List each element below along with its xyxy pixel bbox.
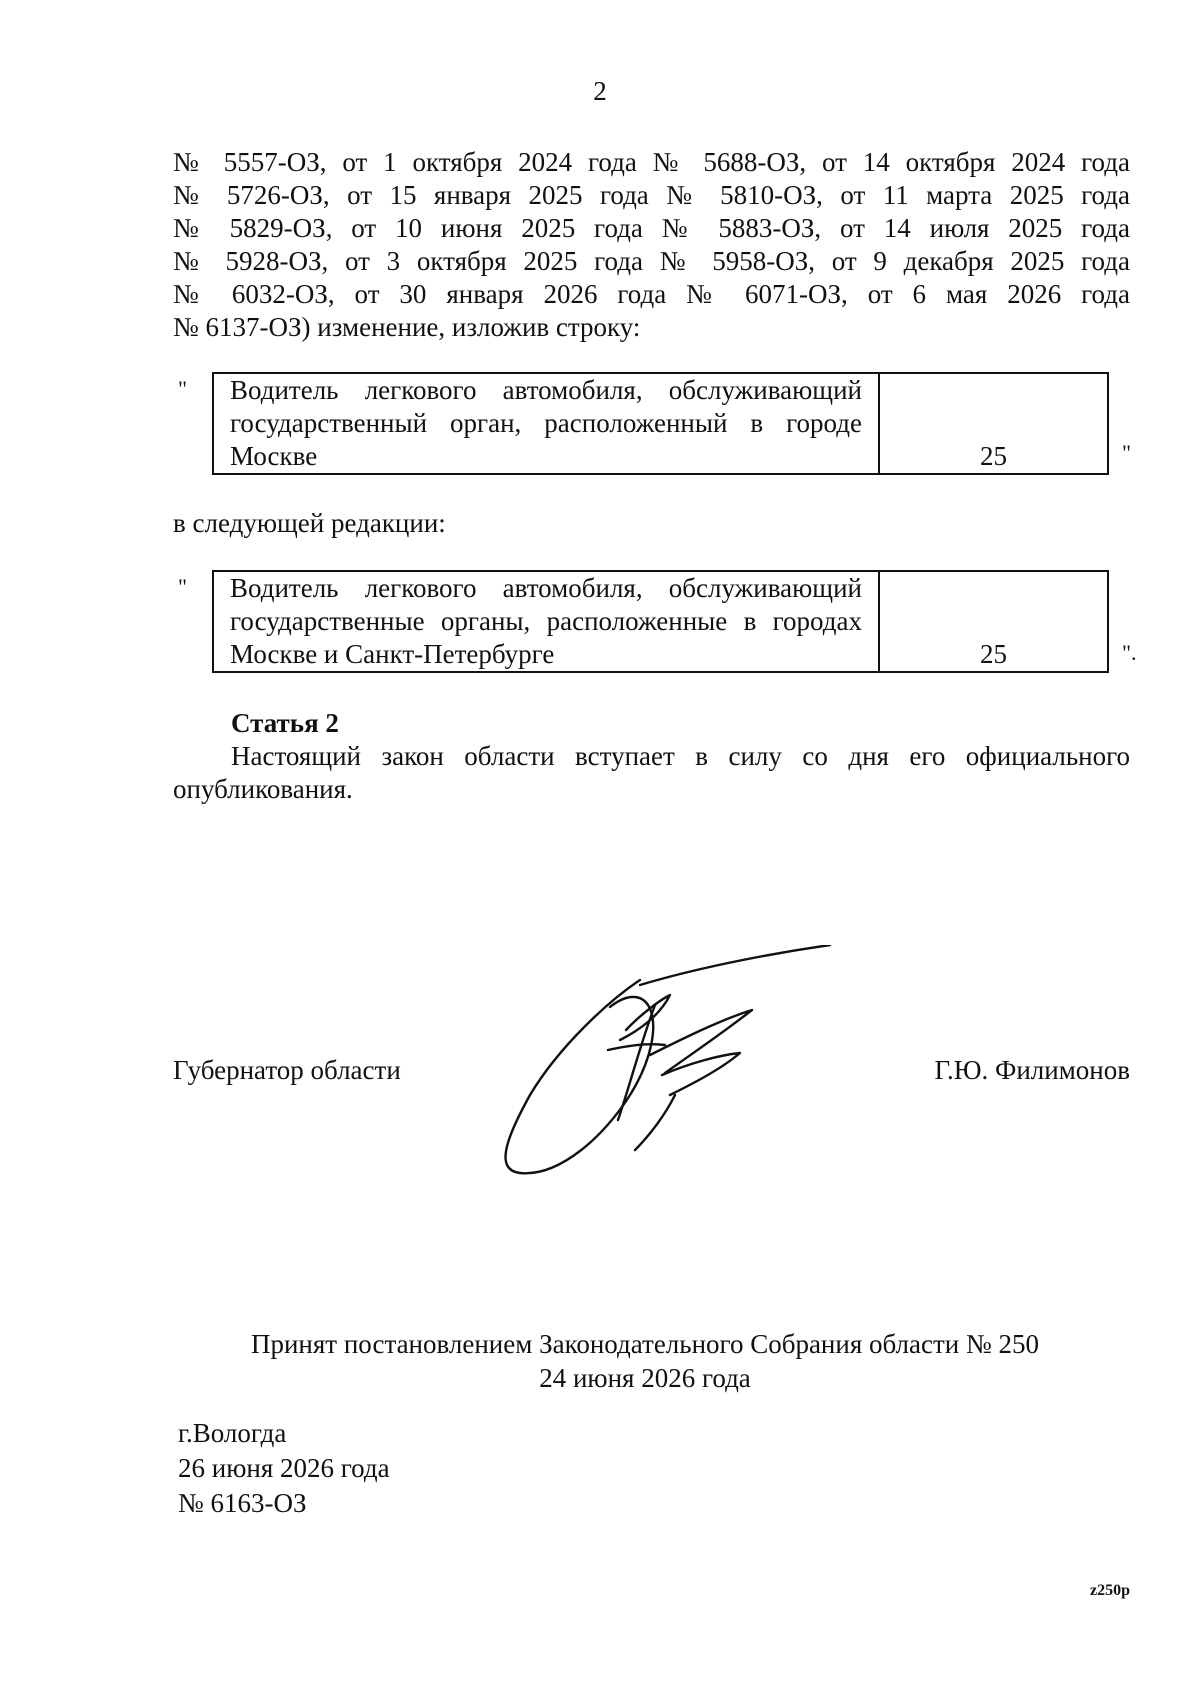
table-row (213, 571, 1108, 672)
old-row-name-line: государственный орган, расположенный в городе (230, 408, 862, 438)
new-row-name-line: Водитель легкового автомобиля, обслуживающий (230, 573, 862, 603)
new-row-value-cell: 25 (879, 571, 1108, 672)
article-line: Настоящий закон области вступает в силу со дня его официального (231, 741, 1130, 771)
adoption-line: Принят постановлением Законодательного Собрания области № 250 (250, 1329, 1040, 1359)
old-row-name-line: Москве (230, 441, 318, 471)
article-line: опубликования. (173, 774, 353, 804)
article-paragraph (173, 740, 1130, 806)
footer-number: № 6163-ОЗ (178, 1488, 307, 1518)
page-number: 2 (593, 76, 607, 106)
old-row-close-quote: " (1122, 440, 1131, 465)
old-row-name-line: Водитель легкового автомобиля, обслуживающий (230, 375, 862, 405)
footer-date: 26 июня 2026 года (178, 1453, 390, 1483)
signatory-name: Г.Ю. Филимонов (934, 1055, 1130, 1085)
new-row-name-cell (213, 571, 879, 672)
new-row-name-line: Москве и Санкт-Петербурге (230, 639, 555, 669)
old-row-open-quote: " (178, 376, 187, 401)
old-row-value-cell: 25 (879, 373, 1108, 474)
old-row-table (212, 372, 1109, 475)
new-row-name-line: государственные органы, расположенные в городах (230, 606, 862, 636)
intro-line: № 5829-ОЗ, от 10 июня 2025 года № 5883-ОЗ, от 14 июля 2025 года (173, 213, 1130, 243)
new-row-table (212, 570, 1109, 673)
intro-line: № 5557-ОЗ, от 1 октября 2024 года № 5688-ОЗ, от 14 октября 2024 года (173, 147, 1130, 177)
intro-line: № 5928-ОЗ, от 3 октября 2025 года № 5958-ОЗ, от 9 декабря 2025 года (173, 246, 1130, 276)
transition-text: в следующей редакции: (173, 508, 446, 538)
new-row-open-quote: " (178, 574, 187, 599)
intro-line: № 6032-ОЗ, от 30 января 2026 года № 6071-ОЗ, от 6 мая 2026 года (173, 279, 1130, 309)
intro-line: № 6137-ОЗ) изменение, изложив строку: (173, 312, 641, 342)
handwritten-signature (490, 945, 850, 1185)
document-code: z250p (1090, 1582, 1130, 1599)
table-row (213, 373, 1108, 474)
old-row-name-cell (213, 373, 879, 474)
footer-city: г.Вологда (178, 1418, 287, 1448)
adoption-date: 24 июня 2026 года (539, 1363, 751, 1393)
signatory-position: Губернатор области (173, 1055, 401, 1085)
intro-paragraph (173, 146, 1130, 344)
intro-line: № 5726-ОЗ, от 15 января 2025 года № 5810-ОЗ, от 11 марта 2025 года (173, 180, 1130, 210)
new-row-close-quote: ". (1122, 640, 1137, 665)
article-heading: Статья 2 (231, 708, 339, 738)
